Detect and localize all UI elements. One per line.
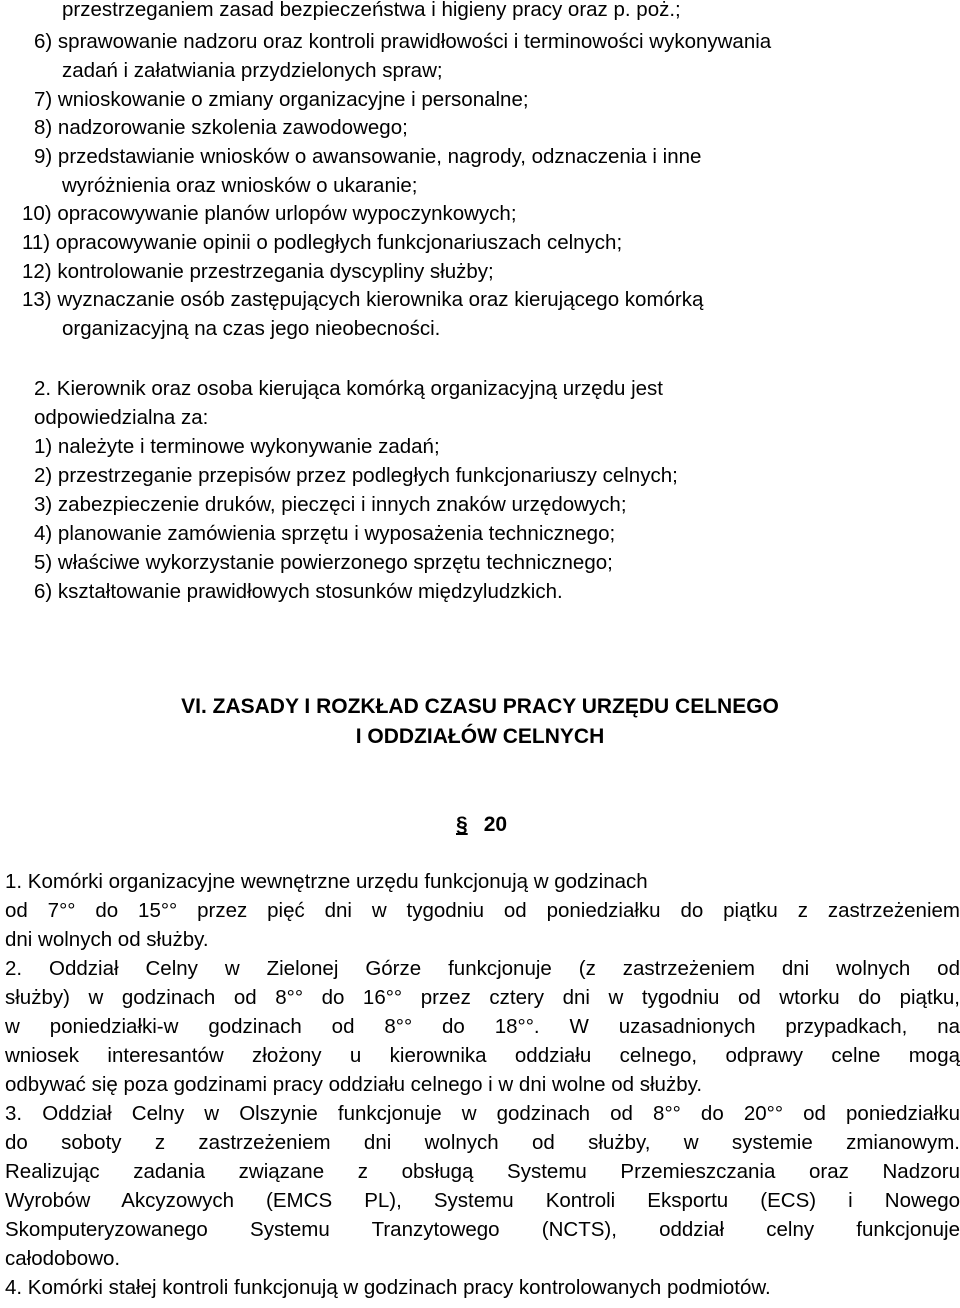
list-item: 10) opracowywanie planów urlopów wypoczynkowych; [22, 202, 517, 225]
list-item: 6) kształtowanie prawidłowych stosunków międzyludzkich. [34, 580, 563, 603]
list-item: 6) sprawowanie nadzoru oraz kontroli prawidłowości i terminowości wykonywania [34, 30, 772, 53]
list-item: wyróżnienia oraz wniosków o ukaranie; [62, 174, 418, 197]
list-item: 9) przedstawianie wniosków o awansowanie, nagrody, odznaczenia i inne [34, 145, 702, 168]
list-item: 4) planowanie zamówienia sprzętu i wyposażenia technicznego; [34, 522, 616, 545]
paragraph-line: do soboty z zastrzeżeniem dni wolnych od służby, w systemie zmianowym. [5, 1131, 960, 1154]
section-intro: 2. Kierownik oraz osoba kierująca komórką organizacyjną urzędu jest [34, 377, 663, 400]
section-sign: § [456, 813, 468, 836]
chapter-title: VI. ZASADY I ROZKŁAD CZASU PRACY URZĘDU CELNEGO [181, 695, 779, 718]
paragraph-line: 3. Oddział Celny w Olszynie funkcjonuje w godzinach od 8°° do 20°° od poniedziałku [5, 1102, 960, 1125]
list-item: 3) zabezpieczenie druków, pieczęci i innych znaków urzędowych; [34, 493, 627, 516]
list-item: 13) wyznaczanie osób zastępujących kierownika oraz kierującego komórką [22, 288, 704, 311]
paragraph-line: od 7°° do 15°° przez pięć dni w tygodniu od poniedziałku do piątku z zastrzeżeniem [5, 899, 960, 922]
list-item: 7) wnioskowanie o zmiany organizacyjne i personalne; [34, 88, 529, 111]
list-item: 2) przestrzeganie przepisów przez podległych funkcjonariuszy celnych; [34, 464, 678, 487]
list-item: 5) właściwe wykorzystanie powierzonego sprzętu technicznego; [34, 551, 613, 574]
paragraph-line: 1. Komórki organizacyjne wewnętrzne urzędu funkcjonują w godzinach [5, 870, 648, 893]
paragraph-line: całodobowo. [5, 1247, 121, 1270]
list-item: organizacyjną na czas jego nieobecności. [62, 317, 441, 340]
list-item: przestrzeganiem zasad bezpieczeństwa i higieny pracy oraz p. poż.; [62, 0, 681, 21]
list-item: 8) nadzorowanie szkolenia zawodowego; [34, 116, 408, 139]
list-item: 1) należyte i terminowe wykonywanie zadań; [34, 435, 440, 458]
list-item: zadań i załatwiania przydzielonych spraw; [62, 59, 443, 82]
list-item: 12) kontrolowanie przestrzegania dyscypliny służby; [22, 260, 494, 283]
paragraph-line: odbywać się poza godzinami pracy oddziału celnego i w dni wolne od służby. [5, 1073, 703, 1096]
paragraph-line: 4. Komórki stałej kontroli funkcjonują w godzinach pracy kontrolowanych podmiotów. [5, 1276, 771, 1299]
list-item: 11) opracowywanie opinii o podległych funkcjonariuszach celnych; [22, 231, 623, 254]
paragraph-line: Skomputeryzowanego Systemu Tranzytowego (NCTS), oddział celny funkcjonuje [5, 1218, 960, 1241]
chapter-title: I ODDZIAŁÓW CELNYCH [355, 725, 605, 748]
paragraph-number: 20 [483, 813, 508, 836]
section-intro: odpowiedzialna za: [34, 406, 209, 429]
paragraph-line: 2. Oddział Celny w Zielonej Górze funkcjonuje (z zastrzeżeniem dni wolnych od [5, 957, 960, 980]
paragraph-line: w poniedziałki-w godzinach od 8°° do 18°°. W uzasadnionych przypadkach, na [5, 1015, 960, 1038]
paragraph-line: dni wolnych od służby. [5, 928, 209, 951]
paragraph-line: służby) w godzinach od 8°° do 16°° przez cztery dni w tygodniu od wtorku do piątku, [5, 986, 960, 1009]
paragraph-line: Realizując zadania związane z obsługą Systemu Przemieszczania oraz Nadzoru [5, 1160, 960, 1183]
paragraph-line: wniosek interesantów złożony u kierownika oddziału celnego, odprawy celne mogą [5, 1044, 960, 1067]
paragraph-line: Wyrobów Akcyzowych (EMCS PL), Systemu Kontroli Eksportu (ECS) i Nowego [5, 1189, 960, 1212]
paragraph-mark [456, 810, 507, 839]
